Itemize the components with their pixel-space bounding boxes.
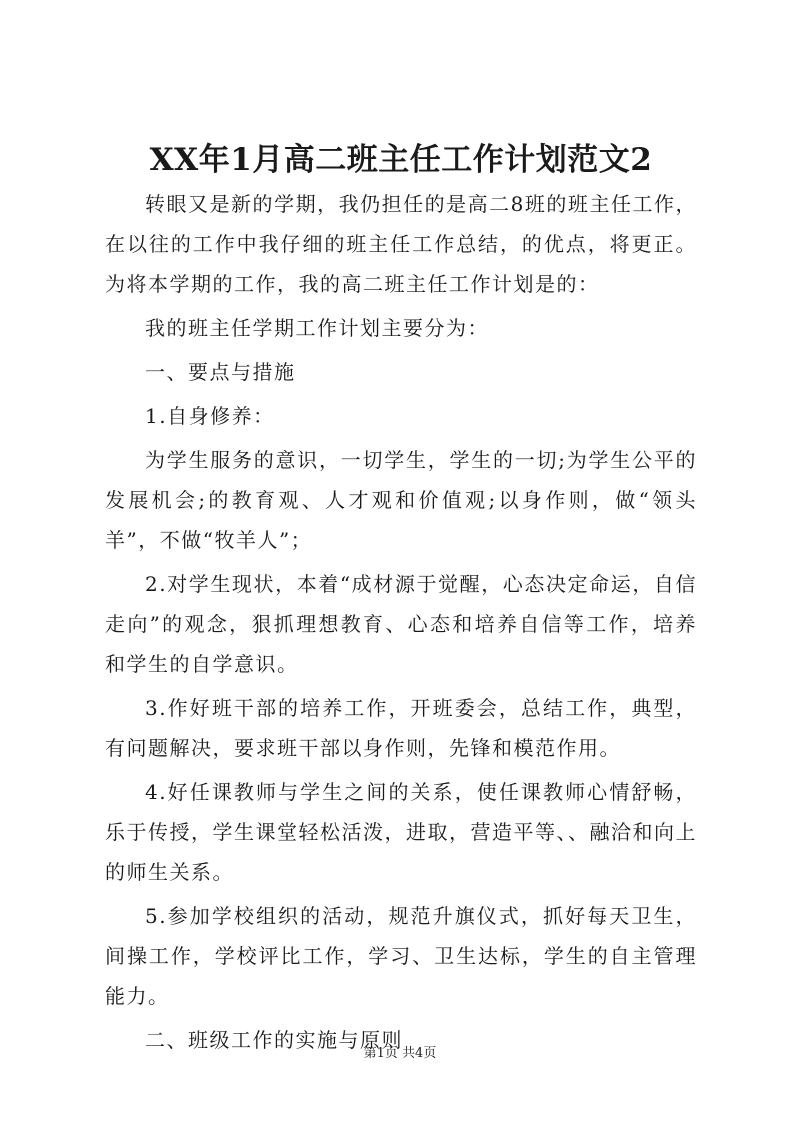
page-number-footer: 第1页 共4页 (363, 1046, 437, 1061)
document-title: XX年1月高二班主任工作计划范文2 (149, 142, 653, 178)
section-heading-2: 二、班级工作的实施与原则 (145, 1028, 403, 1052)
paragraph-plan-outline: 我的班主任学期工作计划主要分为： (145, 316, 489, 340)
paragraph-item-5: 5.参加学校组织的活动，规范升旗仪式，抓好每天卫生，间操工作，学校评比工作，学习、卫生达标，学生的自主管理能力。 (105, 904, 697, 1008)
paragraph-item-4: 4.好任课教师与学生之间的关系，使任课教师心情舒畅，乐于传授，学生课堂轻松活泼，进取，营造平等、、融洽和向上的师生关系。 (105, 780, 697, 884)
paragraph-item-3: 3.作好班干部的培养工作，开班委会，总结工作，典型，有问题解决，要求班干部以身作则，先锋和模范作用。 (105, 696, 697, 760)
paragraph-intro: 转眼又是新的学期，我仍担任的是高二8班的班主任工作，在以往的工作中我仔细的班主任工作总结，的优点，将更正。为将本学期的工作，我的高二班主任工作计划是的： (105, 192, 697, 296)
section-heading-1: 一、要点与措施 (145, 360, 296, 384)
item-heading-self-cultivation: 1.自身修养： (145, 404, 275, 428)
paragraph-service: 为学生服务的意识，一切学生，学生的一切;为学生公平的发展机会;的教育观、人才观和价值观;以身作则，做“领头羊”，不做“牧羊人”； (105, 448, 697, 552)
document-body (105, 140, 697, 1060)
paragraph-item-2: 2.对学生现状，本着“成材源于觉醒，心态决定命运，自信走向”的观念，狠抓理想教育、心态和培养自信等工作，培养和学生的自学意识。 (105, 572, 697, 676)
